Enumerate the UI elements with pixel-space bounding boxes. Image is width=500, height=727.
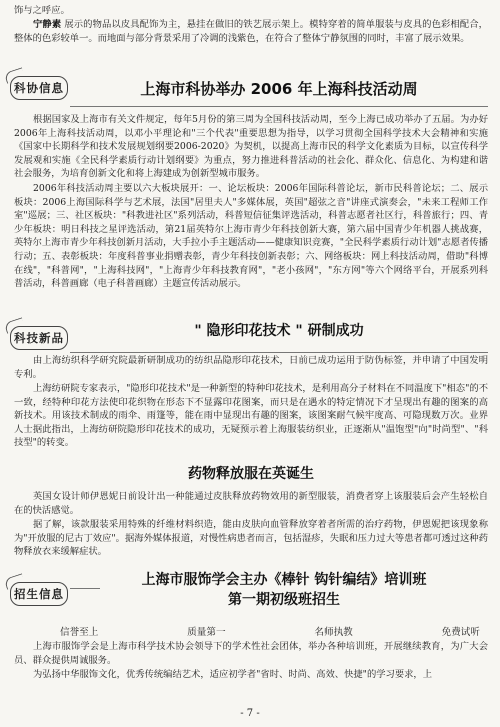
section-title: 上海市科协举办 2006 年上海科技活动周 (140, 80, 418, 98)
slogan-item: 名师执教 (314, 627, 353, 638)
article-paragraph: 英国女设计师伊恩妮日前设计出一种能通过皮肤释放药物效用的新型服装，消费者穿上该服装后会产生轻松自在的快活感觉。 (14, 491, 488, 516)
article-paragraph: 上海市服饰学会是上海市科学技术协会领导下的学术性社会团体，举办各种培训班，开展继续教育，为广大会员、群众提供周诚服务。 (14, 641, 488, 666)
slogan-row (60, 624, 480, 638)
article-paragraph: 上海纺研院专家表示，"隐形印花技术"是一种新型的特种印花技术，是利用高分子材料在不同温度下"相态"的不一致，经特种印花方法使印花织物在形态下不显露印花图案，而只是在遇水的特定情况下才呈现出有趣的图案的高新技术。用该技术制成的雨伞、雨篷等，能在雨中显现出有趣的图案，该图案耐气候牢度高、可隐现数万次。业界人士据此指出，上海纺研院隐形印花技术的成功，无疑预示着上海服装纺织业，正逐渐从"温饱型"向"时尚型"、"科技型"的转变。 (14, 383, 488, 449)
page-number: - 7 - (240, 708, 260, 719)
section-badge: 科协信息 (10, 76, 68, 100)
continuation-line: 饰与之呼应。 (14, 5, 70, 16)
section-header-enrollment (0, 572, 500, 612)
section-header-science-association (0, 70, 500, 110)
slogan-item: 质量第一 (187, 627, 226, 638)
section-badge: 招生信息 (10, 582, 68, 606)
article-paragraph: 据了解，该款服装采用特殊的纤维材料织造，能由皮肤向血管释放穿着者所需的治疗药物，伊恩妮把该现象称为"开放服的尼古丁效应"。据海外媒体报道，对慢性病患者而言，包括湿疹，失眠和压力过大等患者都可透过这种药物释放衣来缓解症状。 (14, 519, 488, 558)
display-style-label: 宁静素 (33, 19, 62, 30)
article-paragraph: 由上海纺织科学研究院最新研制成功的纺织品隐形印花技术，日前已成功运用于防伪标签，并申请了中国发明专利。 (14, 355, 488, 380)
section-rule (70, 352, 488, 353)
article-paragraph: 为弘扬中华服饰文化，优秀传统编结艺术，适应初学者"省时、时尚、高效、快捷"的学习要求，上 (33, 669, 433, 680)
slogan-item: 免费试听 (441, 627, 480, 638)
display-paragraph (14, 18, 488, 45)
display-style-text: 展示的物品以皮具配饰为主，悬挂在做旧的铁艺展示架上。模特穿着的简单服装与皮具的色彩相配合，整体的色彩较单一。而地面与部分背景采用了冷调的浅紫色，在符合了整体宁静氛围的同时，丰富了展示效果。 (14, 19, 488, 44)
section-badge: 科技新品 (10, 326, 68, 350)
section-title-line2: 第一期初级班招生 (228, 592, 340, 608)
section-header-tech-products (0, 314, 500, 354)
slogan-item: 信誉至上 (60, 627, 99, 638)
article-paragraph: 根据国家及上海市有关文件规定，每年5月份的第三周为全国科技活动周，至今上海已成功举办了五届。为办好2006年上海科技活动周，以邓小平理论和"三个代表"重要思想为指导，以学习贯彻全国科学技术大会精神和实施《国家中长期科学和技术发展规划纲要2006-2020》为契机，以提高上海市民的科学文化素质为目标，以宣传科学发展观和实施《全民科学素质行动计划纲要》为重点，努力推进科普活动的社会化、群众化、信息化、为构建和谐社会服务，为培育创新文化和将上海建成为创新型城市服务。 (14, 114, 488, 180)
section-title: 上海市服饰学会主办《棒针 钩针编结》培训班 (141, 572, 427, 588)
section-title: " 隐形印花技术 " 研制成功 (194, 323, 364, 339)
article-paragraph: 2006年科技活动周主要以六大板块展开：一、论坛板块：2006年国际科普论坛，新市民科普论坛；二、展示板块：2006上海国际科学与艺术展，法国"居里夫人"多媒体展，英国"超弦之音"讲座式演奏会，"未来工程师工作室"巡展；三、社区板块："科教进社区"系列活动，科普短信征集评选活动，科普志愿者社区行，科普旅行；四、青少年板块：明日科技之星评选活动，第21届英特尔上海市青少年科技创新大赛，第六届中国青少年机器人挑战赛，英特尔上海市青少年科技创新月活动，大手拉小手主题活动——健康知识竞赛，"全民科学素质行动计划"志愿者传播行动；五、表彰板块：年度科普事业捐赠表彰，青少年科技创新表彰；六、网络板块：网上科技活动周，借助"科博在线"，"科普网"，"上海科技网"，"上海青少年科技教育网"，"老小孩网"，"东方网"等六个网络平台，开展系列科普活动，科普画廊（电子科普画廊）主题宣传活动展示。 (14, 183, 488, 290)
section-rule (70, 106, 488, 107)
article-subtitle: 药物释放服在英诞生 (188, 466, 314, 482)
